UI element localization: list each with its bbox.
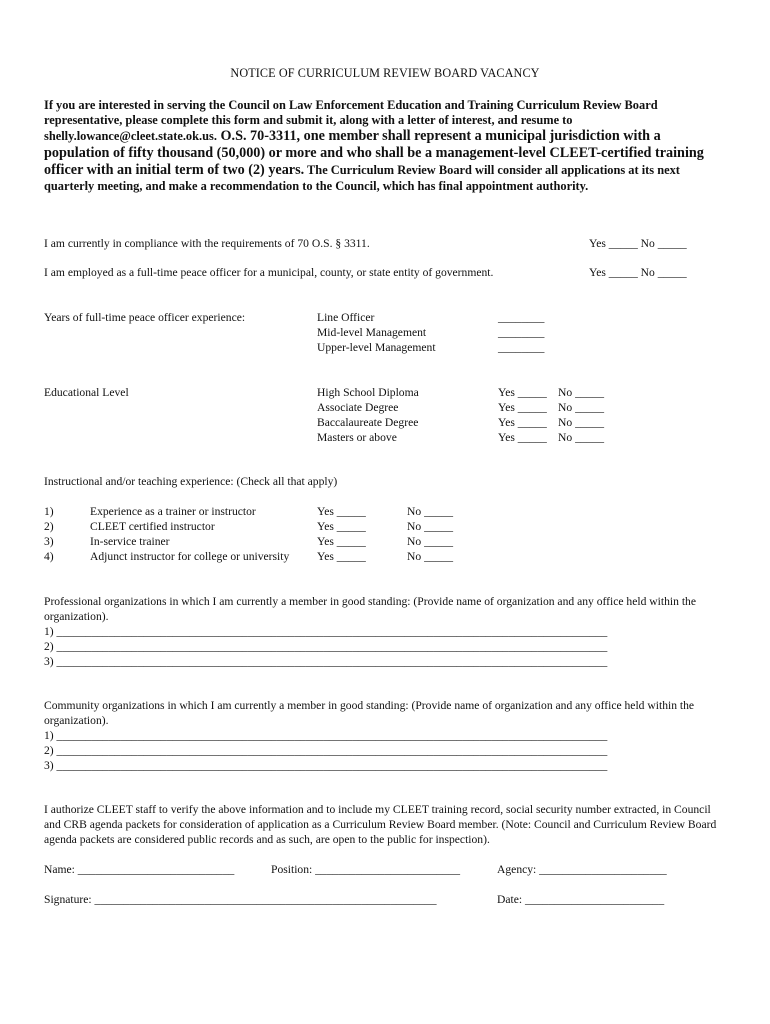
instructional-item: In-service trainer bbox=[90, 535, 170, 548]
intro-consideration: The Curriculum Review Board will consider all applications at its next quarterly meeting, and make a recommendation to the Council, which has final appointment authority. bbox=[44, 163, 680, 194]
education-label: Educational Level bbox=[44, 386, 129, 399]
instructional-yes[interactable]: Yes _____ bbox=[317, 535, 366, 548]
education-yes[interactable]: Yes _____ bbox=[498, 386, 547, 399]
instructional-number: 3) bbox=[44, 535, 54, 548]
instructional-item: Experience as a trainer or instructor bbox=[90, 505, 256, 518]
agency-field[interactable]: Agency: ______________________ bbox=[497, 863, 667, 876]
community-line[interactable]: 1) _______________________________________________________________________________________________ bbox=[44, 729, 608, 742]
experience-label: Years of full-time peace officer experience: bbox=[44, 311, 246, 324]
education-degree: Associate Degree bbox=[317, 401, 399, 414]
community-line[interactable]: 3) _______________________________________________________________________________________________ bbox=[44, 759, 608, 772]
page-title: NOTICE OF CURRICULUM REVIEW BOARD VACANCY bbox=[230, 66, 540, 80]
instructional-item: Adjunct instructor for college or university bbox=[90, 550, 290, 563]
instructional-yes[interactable]: Yes _____ bbox=[317, 550, 366, 563]
education-yes[interactable]: Yes _____ bbox=[498, 401, 547, 414]
instructional-number: 4) bbox=[44, 550, 54, 563]
instructional-number: 2) bbox=[44, 520, 54, 533]
education-no[interactable]: No _____ bbox=[558, 386, 605, 399]
position-field[interactable]: Position: _________________________ bbox=[271, 863, 461, 876]
intro-text: If you are interested in serving the Council on Law Enforcement Education and Training Curriculum Review Board representative, please complete this form and submit it, along with a letter of interest, and resume to shelly.lowance@cleet.state.ok.us. bbox=[44, 98, 658, 144]
experience-level: Mid-level Management bbox=[317, 326, 427, 339]
intro-paragraph bbox=[44, 98, 724, 195]
professional-line[interactable]: 1) _______________________________________________________________________________________________ bbox=[44, 625, 608, 638]
date-field[interactable]: Date: ________________________ bbox=[497, 893, 665, 906]
compliance-question-1: I am currently in compliance with the requirements of 70 O.S. § 3311. bbox=[44, 237, 370, 250]
instructional-yes[interactable]: Yes _____ bbox=[317, 520, 366, 533]
compliance-answer-2[interactable]: Yes _____ No _____ bbox=[589, 266, 687, 279]
community-line[interactable]: 2) _______________________________________________________________________________________________ bbox=[44, 744, 608, 757]
experience-blank[interactable]: ________ bbox=[498, 311, 545, 324]
professional-line[interactable]: 3) _______________________________________________________________________________________________ bbox=[44, 655, 608, 668]
professional-label: Professional organizations in which I am currently a member in good standing: (Provide name of organization and any office held within the organization). bbox=[44, 595, 696, 623]
instructional-no[interactable]: No _____ bbox=[407, 550, 454, 563]
intro-statute: O.S. 70-3311, one member shall represent a municipal jurisdiction with a population of fifty thousand (50,000) or more and who shall be a management-level CLEET-certified training officer with an initial term of two (2) years. bbox=[44, 128, 704, 179]
education-yes[interactable]: Yes _____ bbox=[498, 416, 547, 429]
compliance-question-2: I am employed as a full-time peace officer for a municipal, county, or state entity of government. bbox=[44, 266, 494, 279]
education-yes[interactable]: Yes _____ bbox=[498, 431, 547, 444]
instructional-no[interactable]: No _____ bbox=[407, 535, 454, 548]
experience-level: Line Officer bbox=[317, 311, 375, 324]
instructional-no[interactable]: No _____ bbox=[407, 505, 454, 518]
education-degree: Baccalaureate Degree bbox=[317, 416, 419, 429]
authorization-paragraph: I authorize CLEET staff to verify the above information and to include my CLEET training record, social security number extracted, in Council and CRB agenda packets for consideration of application as a Curriculum Review Board member. (Note: Council and Curriculum Review Board agenda packets are considered public records and as such, are open to the public for inspection). bbox=[44, 803, 717, 846]
experience-blank[interactable]: ________ bbox=[498, 341, 545, 354]
community-label: Community organizations in which I am currently a member in good standing: (Provide name of organization and any office held within the organization). bbox=[44, 699, 695, 727]
experience-level: Upper-level Management bbox=[317, 341, 436, 354]
professional-line[interactable]: 2) _______________________________________________________________________________________________ bbox=[44, 640, 608, 653]
education-degree: Masters or above bbox=[317, 431, 397, 444]
education-degree: High School Diploma bbox=[317, 386, 419, 399]
instructional-label: Instructional and/or teaching experience: (Check all that apply) bbox=[44, 475, 338, 488]
instructional-yes[interactable]: Yes _____ bbox=[317, 505, 366, 518]
education-no[interactable]: No _____ bbox=[558, 416, 605, 429]
experience-blank[interactable]: ________ bbox=[498, 326, 545, 339]
compliance-answer-1[interactable]: Yes _____ No _____ bbox=[589, 237, 687, 250]
name-field[interactable]: Name: ___________________________ bbox=[44, 863, 235, 876]
instructional-number: 1) bbox=[44, 505, 54, 518]
instructional-item: CLEET certified instructor bbox=[90, 520, 215, 533]
signature-field[interactable]: Signature: ___________________________________________________________ bbox=[44, 893, 437, 906]
education-no[interactable]: No _____ bbox=[558, 401, 605, 414]
instructional-no[interactable]: No _____ bbox=[407, 520, 454, 533]
education-no[interactable]: No _____ bbox=[558, 431, 605, 444]
